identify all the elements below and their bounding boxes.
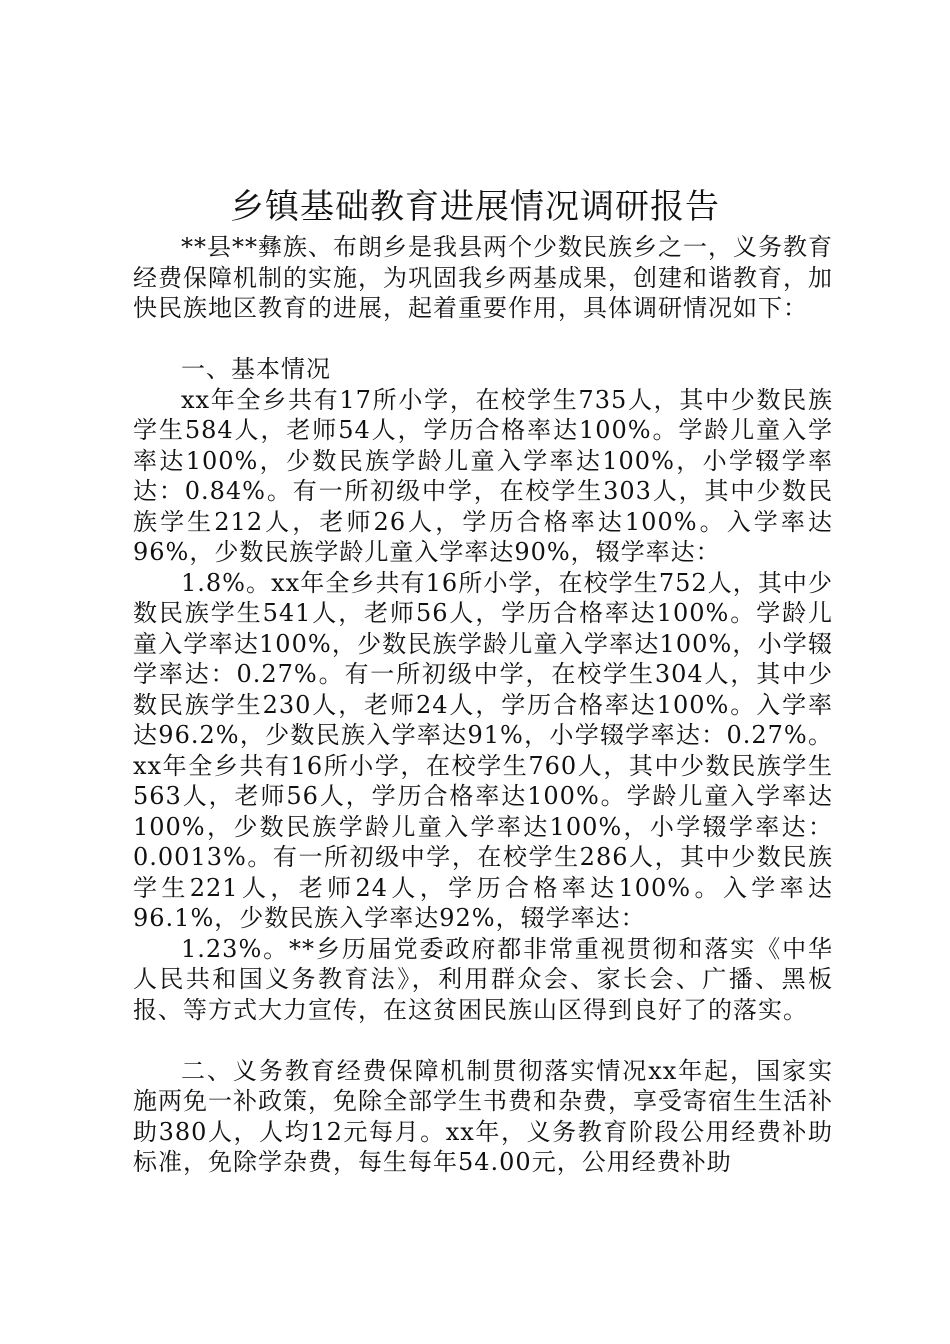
body-paragraph: 1.23%。**乡历届党委政府都非常重视贯彻和落实《中华人民共和国义务教育法》，利用群众会、家长会、广播、黑板报、等方式大力宣传，在这贫困民族山区得到良好了的落实。: [133, 934, 833, 1024]
document-title: 乡镇基础教育进展情况调研报告: [230, 187, 720, 227]
intro-paragraph: **县**彝族、布朗乡是我县两个少数民族乡之一，义务教育经费保障机制的实施，为巩固我乡两基成果，创建和谐教育，加快民族地区教育的进展，起着重要作用，具体调研情况如下：: [133, 233, 833, 322]
paragraph-spacer: [133, 324, 833, 355]
paragraph-spacer: [133, 1025, 833, 1056]
section-paragraph-funding: 二、义务教育经费保障机制贯彻落实情况xx年起，国家实施两免一补政策，免除全部学生书费和杂费，享受寄宿生生活补助380人，人均12元每月。xx年，义务教育阶段公用经费补助标准，免除学杂费，每生每年54.00元，公用经费补助: [133, 1056, 833, 1176]
body-paragraph: 1.8%。xx年全乡共有16所小学，在校学生752人，其中少数民族学生541人，老师56人，学历合格率达100%。学龄儿童入学率达100%，少数民族学龄儿童入学率达100%，小学辍学率达：0.27%。有一所初级中学，在校学生304人，其中少数民族学生230人，老师24人，学历合格率达100%。入学率达96.2%，少数民族入学率达91%，小学辍学率达：0.27%。xx年全乡共有16所小学，在校学生760人，其中少数民族学生563人，老师56人，学历合格率达100%。学龄儿童入学率达100%，少数民族学龄儿童入学率达100%，小学辍学率达：0.0013%。有一所初级中学，在校学生286人，其中少数民族学生221人，老师24人，学历合格率达100%。入学率达96.1%，少数民族入学率达92%，辍学率达：: [133, 568, 833, 932]
body-paragraph: xx年全乡共有17所小学，在校学生735人，其中少数民族学生584人，老师54人，学历合格率达100%。学龄儿童入学率达100%，少数民族学龄儿童入学率达100%，小学辍学率达：0.84%。有一所初级中学，在校学生303人，其中少数民族学生212人，老师26人，学历合格率达100%。入学率达96%，少数民族学龄儿童入学率达90%，辍学率达：: [133, 385, 833, 566]
section-heading-basic-situation: 一、基本情况: [181, 355, 331, 383]
document-body: [133, 232, 833, 1178]
